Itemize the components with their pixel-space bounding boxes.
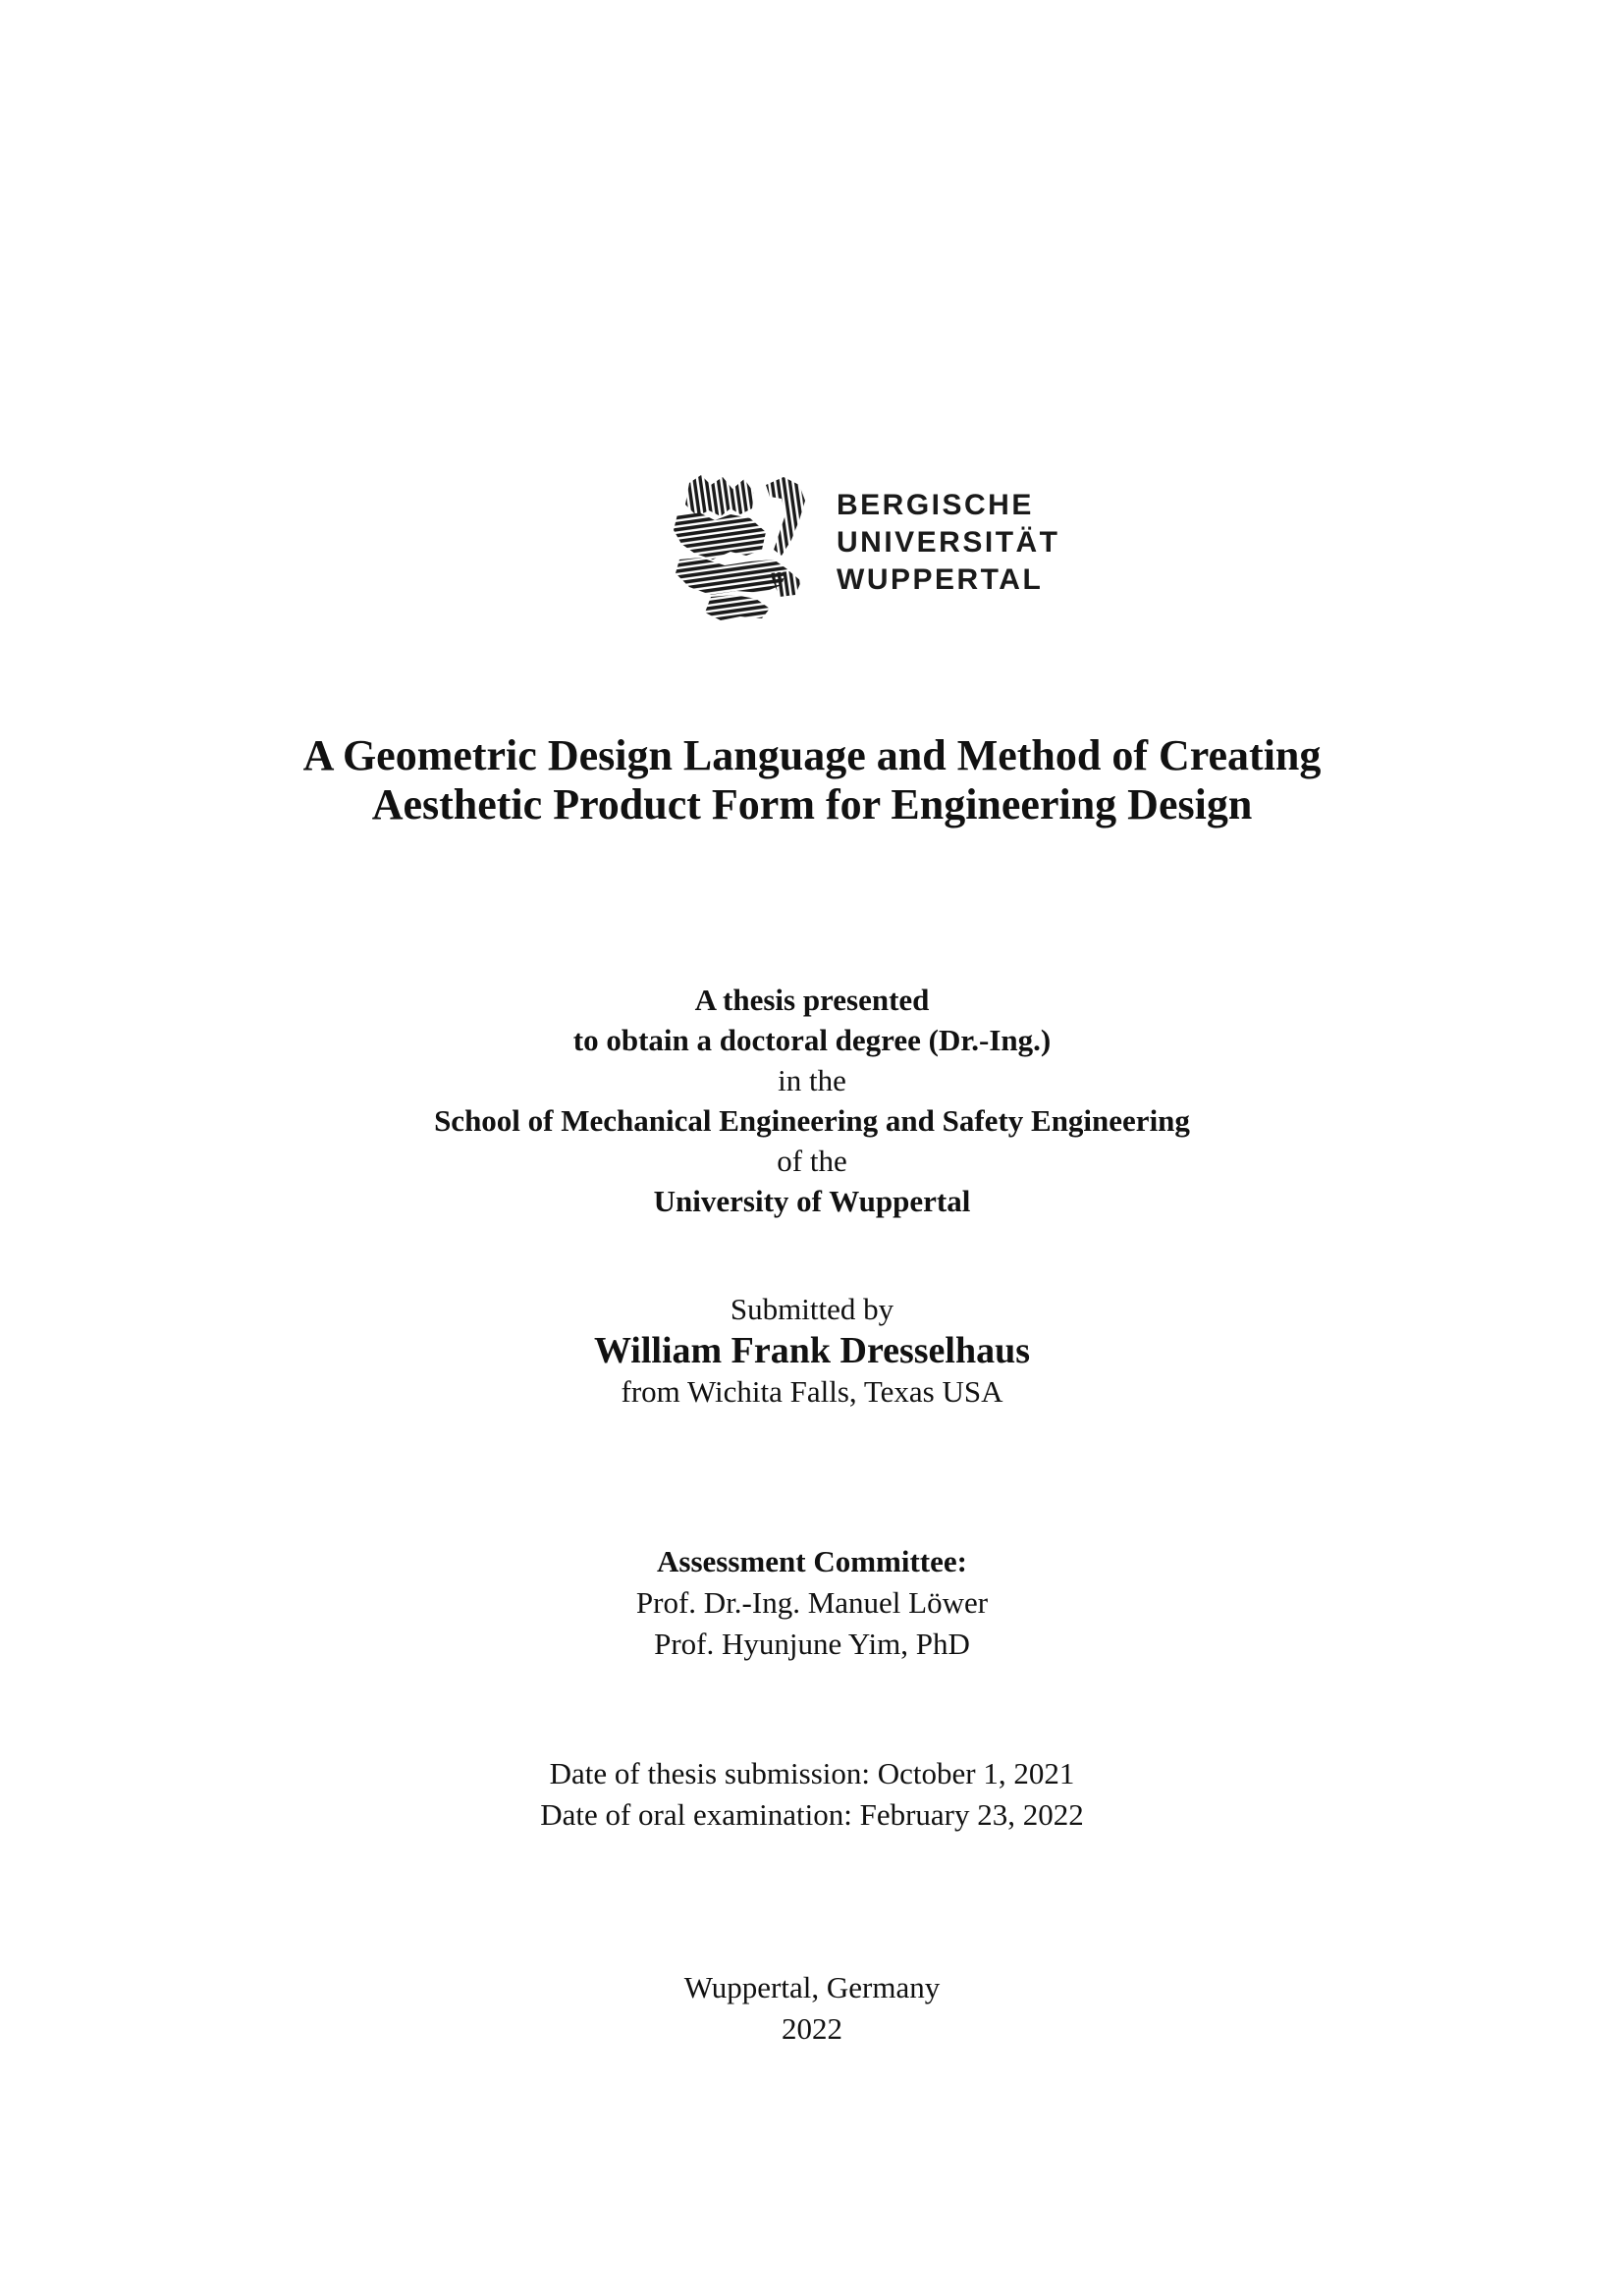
author-origin: from Wichita Falls, Texas USA — [621, 1374, 1003, 1409]
logo-line-2: UNIVERSITÄT — [837, 526, 1060, 559]
thesis-line-5: of the — [777, 1144, 847, 1178]
logo-line-1: BERGISCHE — [837, 489, 1034, 521]
place-block — [0, 1967, 1624, 2050]
thesis-line-3: in the — [778, 1063, 846, 1097]
author-name: William Frank Dresselhaus — [593, 1330, 1031, 1371]
degree-statement — [0, 980, 1624, 1221]
thesis-line-6: University of Wuppertal — [653, 1184, 971, 1218]
thesis-line-2: to obtain a doctoral degree (Dr.-Ing.) — [572, 1023, 1052, 1057]
university-name — [837, 487, 1060, 599]
submitted-label: Submitted by — [730, 1292, 894, 1326]
thesis-line-1: A thesis presented — [694, 983, 930, 1017]
committee-heading: Assessment Committee: — [657, 1544, 967, 1578]
logo-line-3: WUPPERTAL — [837, 563, 1044, 596]
thesis-title — [0, 731, 1624, 829]
examination-date: Date of oral examination: February 23, 2022 — [540, 1797, 1084, 1832]
university-logo — [672, 475, 1084, 622]
committee-member: Prof. Dr.-Ing. Manuel Löwer — [635, 1585, 989, 1620]
committee-member: Prof. Hyunjune Yim, PhD — [654, 1627, 970, 1661]
place-year: 2022 — [782, 2011, 842, 2046]
dates-block — [0, 1753, 1624, 1836]
thesis-line-4: School of Mechanical Engineering and Safety Engineering — [434, 1103, 1190, 1138]
title-line-1: A Geometric Design Language and Method of Creating — [302, 731, 1322, 779]
title-line-2: Aesthetic Product Form for Engineering Design — [371, 780, 1253, 828]
submission-date: Date of thesis submission: October 1, 2021 — [549, 1756, 1075, 1790]
place-city: Wuppertal, Germany — [683, 1970, 941, 2004]
university-lion-emblem-icon — [672, 475, 809, 622]
assessment-committee — [0, 1541, 1624, 1665]
submission-block — [0, 1290, 1624, 1412]
